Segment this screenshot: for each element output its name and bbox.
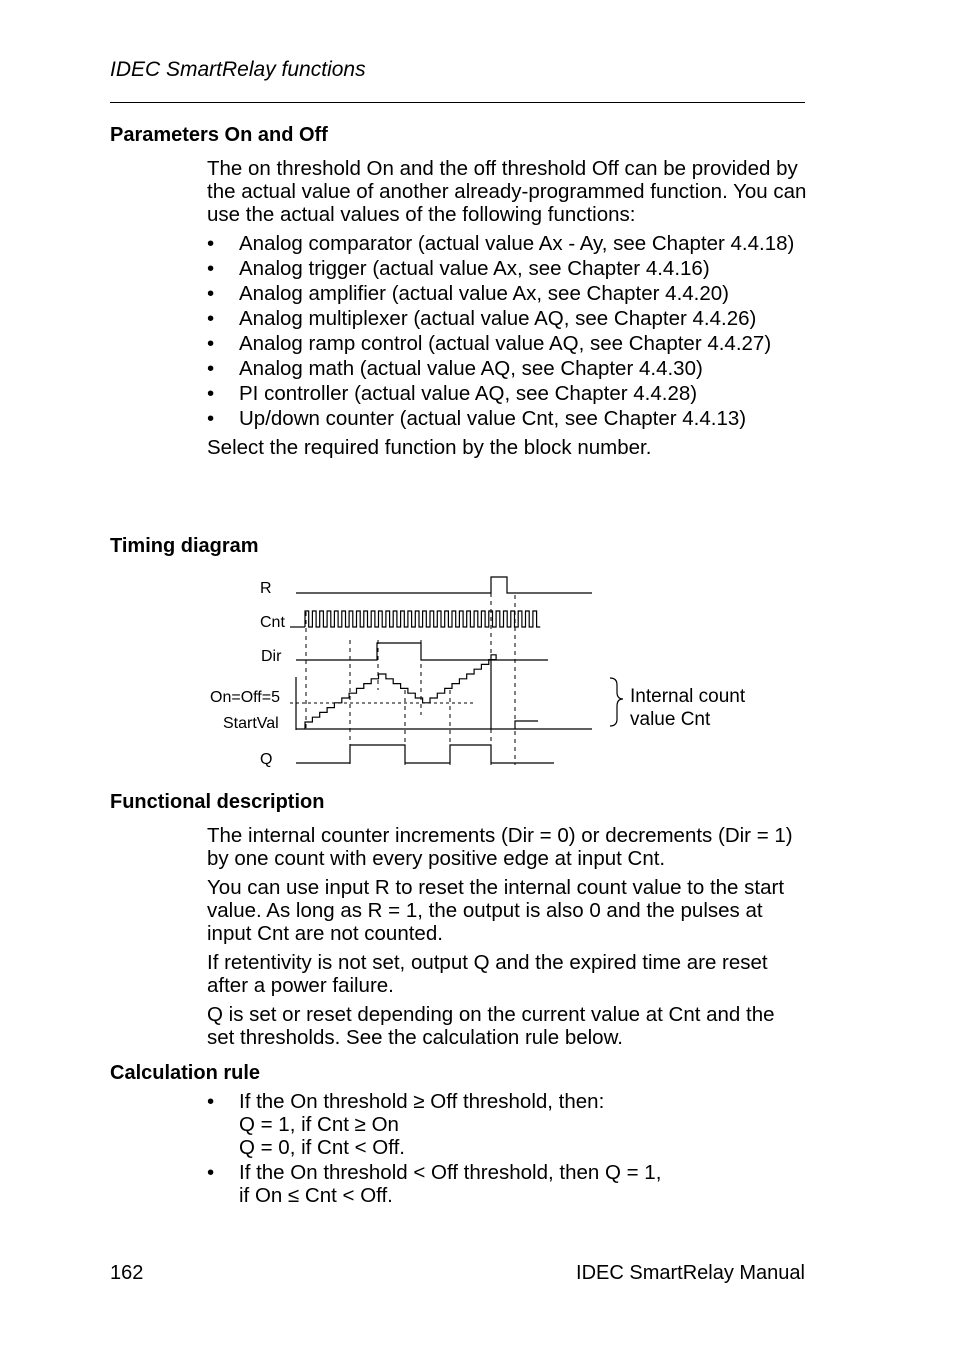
heading-functional: Functional description: [110, 791, 325, 813]
function-list: [207, 232, 807, 430]
func-paragraph: Q is set or reset depending on the current value at Cnt and the set thresholds. See the calculation rule below.: [207, 1003, 775, 1049]
reference-lines: [306, 585, 515, 765]
manual-title: IDEC SmartRelay Manual: [576, 1262, 805, 1284]
list-item: • PI controller (actual value AQ, see Chapter 4.4.28): [207, 382, 807, 405]
func-paragraph: If retentivity is not set, output Q and the expired time are reset after a power failure.: [207, 951, 768, 997]
parameters-body: [207, 157, 807, 465]
list-item: • Up/down counter (actual value Cnt, see Chapter 4.4.13): [207, 407, 807, 430]
timing-diagram: [0, 560, 954, 790]
calculation-body: [207, 1090, 817, 1213]
rule1-line2: Q = 1, if Cnt ≥ On: [239, 1113, 399, 1136]
list-item: • Analog ramp control (actual value AQ, see Chapter 4.4.27): [207, 332, 807, 355]
func-paragraph: You can use input R to reset the internal count value to the start value. As long as R = 1, the output is also 0 and the pulses at input Cnt are not counted.: [207, 876, 785, 945]
label-startval: StartVal: [223, 715, 279, 732]
list-item: • Analog multiplexer (actual value AQ, see Chapter 4.4.26): [207, 307, 807, 330]
running-header: IDEC SmartRelay functions: [110, 58, 366, 81]
parameters-intro: The on threshold On and the off threshold Off can be provided by the actual value of another already-programmed function. You can use the actual values of the following functions:: [207, 157, 807, 226]
brace-label-line1: Internal count: [630, 686, 746, 707]
label-dir: Dir: [261, 648, 282, 665]
list-item: • Analog comparator (actual value Ax - Ay, see Chapter 4.4.18): [207, 232, 807, 255]
rule1-line1: • If the On threshold ≥ Off threshold, then:: [239, 1090, 605, 1113]
heading-timing: Timing diagram: [110, 535, 259, 557]
brace-label-line2: value Cnt: [630, 709, 711, 730]
cnt-pulses: [305, 611, 540, 627]
brace: [610, 678, 623, 726]
label-r: R: [260, 580, 272, 597]
rule1-line3: Q = 0, if Cnt < Off.: [239, 1136, 405, 1159]
parameters-outro: Select the required function by the block number.: [207, 436, 652, 459]
list-item: [207, 1161, 817, 1207]
header-rule: [110, 102, 805, 103]
heading-parameters: Parameters On and Off: [110, 124, 328, 146]
list-item: • Analog trigger (actual value Ax, see Chapter 4.4.16): [207, 257, 807, 280]
calculation-list: [207, 1090, 817, 1207]
functional-body: [207, 824, 807, 1055]
page-number: 162: [110, 1262, 144, 1284]
heading-calculation: Calculation rule: [110, 1062, 261, 1084]
list-item: • Analog amplifier (actual value Ax, see Chapter 4.4.20): [207, 282, 807, 305]
label-on-off: On=Off=5: [210, 689, 280, 706]
list-item: • Analog math (actual value AQ, see Chapter 4.4.30): [207, 357, 807, 380]
list-item: [207, 1090, 817, 1159]
func-paragraph: The internal counter increments (Dir = 0) or decrements (Dir = 1) by one count with every positive edge at input Cnt.: [207, 824, 793, 870]
label-cnt: Cnt: [260, 614, 285, 631]
label-q: Q: [260, 751, 273, 768]
rule2-line1: • If the On threshold < Off threshold, then Q = 1,: [239, 1161, 662, 1184]
dir-signal: [296, 643, 548, 660]
rule2-line2: if On ≤ Cnt < Off.: [239, 1184, 393, 1207]
r-signal: [296, 577, 592, 593]
